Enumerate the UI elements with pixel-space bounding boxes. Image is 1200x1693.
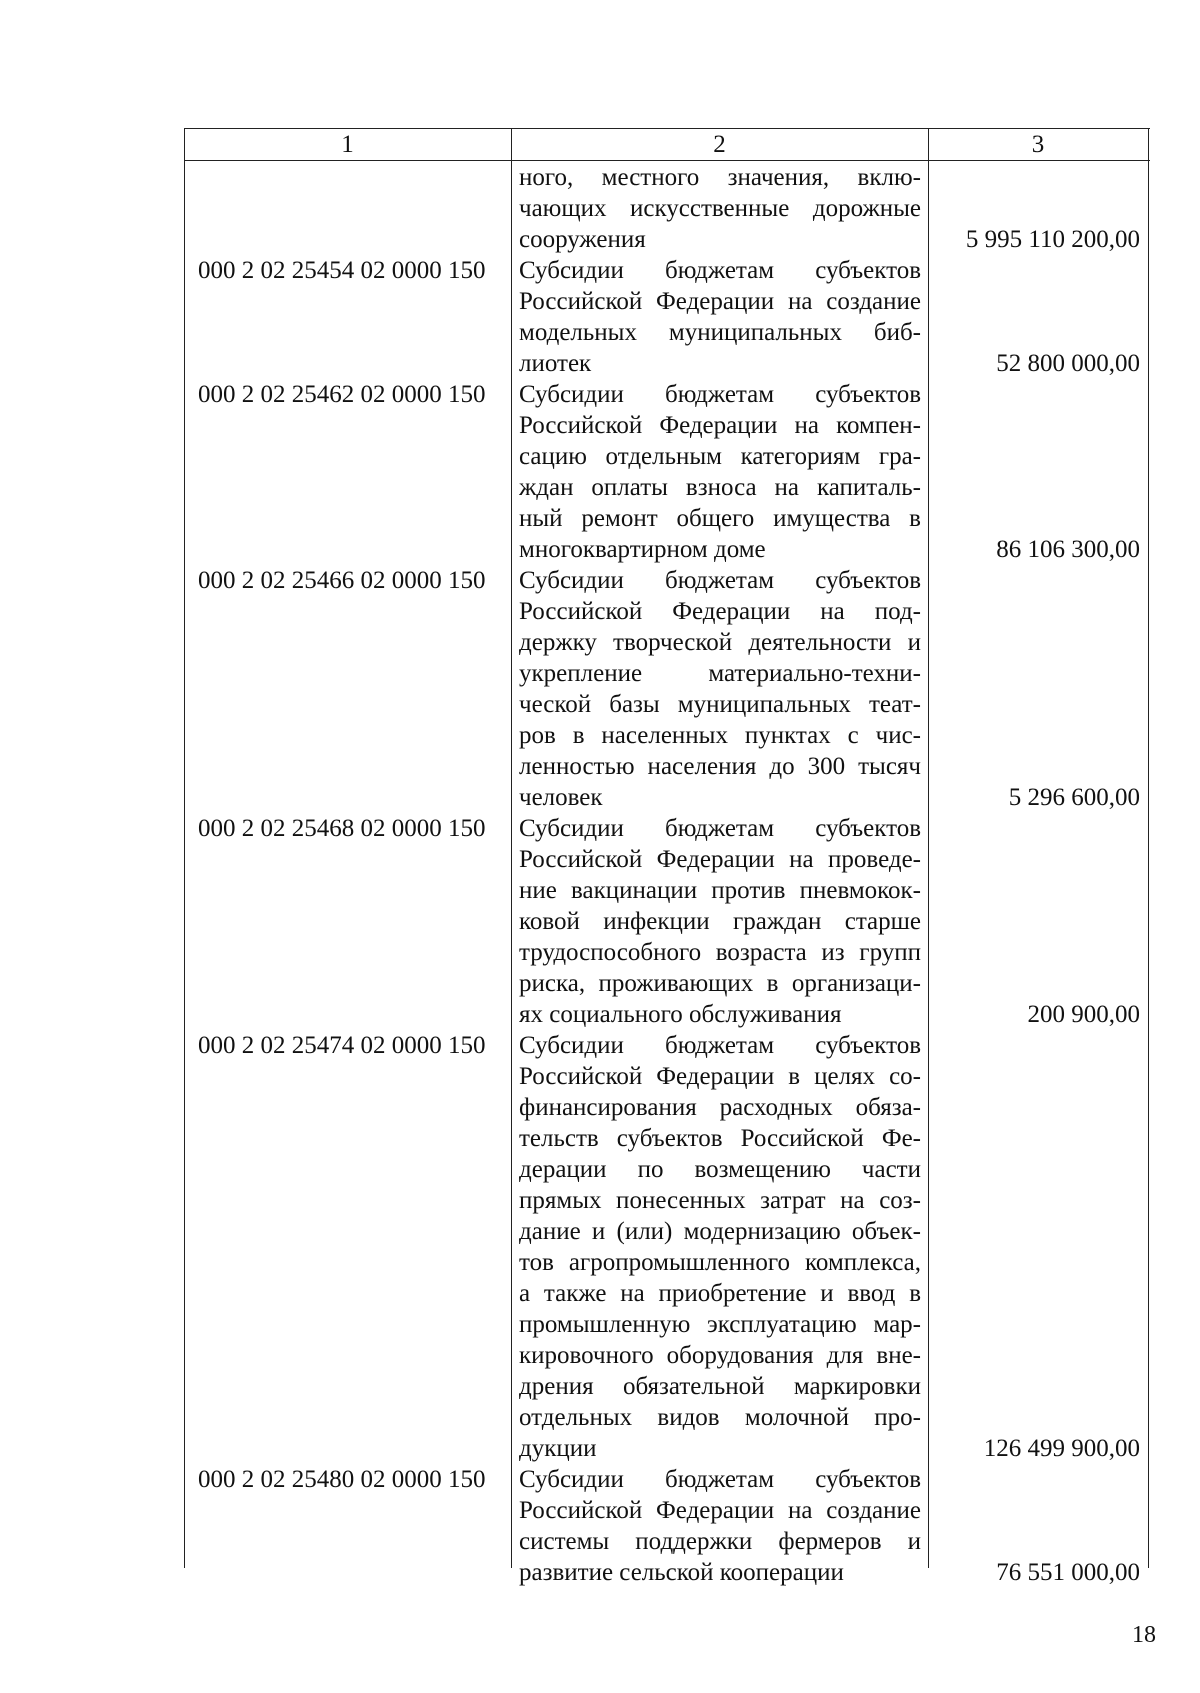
amount-value: 5 296 600,00 [1008,784,1140,811]
description-line: тельств субъектов Российской Фе- [519,1125,921,1152]
table-row [184,565,1148,813]
revenue-description [519,813,921,1030]
description-line: риска, проживающих в организаци- [519,970,921,997]
amount-value: 86 106 300,00 [996,536,1140,563]
description-line: дукции [519,1435,597,1462]
table-row [184,379,1148,565]
budget-table [184,128,1150,1586]
amount-value: 5 995 110 200,00 [965,226,1140,253]
table-row [184,813,1148,1030]
description-line: промышленную эксплуатацию мар- [519,1311,921,1338]
description-line: человек [519,784,603,811]
description-line: системы поддержки фермеров и [519,1528,921,1555]
description-line: Субсидии бюджетам субъектов [519,1032,921,1059]
description-line: Российской Федерации на создание [519,288,921,315]
description-line: трудоспособного возраста из групп [519,939,921,966]
description-line: модельных муниципальных биб- [519,319,921,346]
table-row [184,1464,1148,1588]
amount-value: 52 800 000,00 [996,350,1140,377]
description-line: тов агропромышленного комплекса, [519,1249,921,1276]
description-line: ческой базы муниципальных теат- [519,691,921,718]
revenue-description [519,1464,921,1588]
description-line: прямых понесенных затрат на соз- [519,1187,921,1214]
description-line: отдельных видов молочной про- [519,1404,921,1431]
column-header-2: 2 [713,131,726,158]
table-top-border [184,128,1150,129]
description-line: ного, местного значения, вклю- [519,164,921,191]
budget-code: 000 2 02 25454 02 0000 150 [198,257,486,284]
header-bottom-border [184,160,1150,161]
description-line: чающих искусственные дорожные [519,195,921,222]
budget-code: 000 2 02 25480 02 0000 150 [198,1466,486,1493]
table-right-border [1148,128,1149,1568]
description-line: финансирования расходных обяза- [519,1094,921,1121]
description-line: укрепление материально-техни- [519,660,921,687]
description-line: ях социального обслуживания [519,1001,842,1028]
description-line: Российской Федерации на создание [519,1497,921,1524]
revenue-description [519,565,921,813]
description-line: Субсидии бюджетам субъектов [519,381,921,408]
column-header-1: 1 [341,131,354,158]
description-line: дрения обязательной маркировки [519,1373,921,1400]
description-line: Российской Федерации на под- [519,598,921,625]
table-row [184,162,1148,255]
description-line: ждан оплаты взноса на капиталь- [519,474,921,501]
budget-code: 000 2 02 25474 02 0000 150 [198,1032,486,1059]
description-line: Российской Федерации в целях со- [519,1063,921,1090]
description-line: дание и (или) модернизацию объек- [519,1218,921,1245]
description-line: дерации по возмещению части [519,1156,921,1183]
revenue-description [519,379,921,565]
description-line: Субсидии бюджетам субъектов [519,1466,921,1493]
revenue-description [519,1030,921,1464]
column-header-3: 3 [1031,131,1045,158]
description-line: а также на приобретение и ввод в [519,1280,921,1307]
budget-code: 000 2 02 25466 02 0000 150 [198,567,486,594]
page-number: 18 [1132,1622,1156,1648]
amount-value: 76 551 000,00 [996,1559,1140,1586]
description-line: ковой инфекции граждан старше [519,908,921,935]
description-line: ров в населенных пунктах с чис- [519,722,921,749]
description-line: Субсидии бюджетам субъектов [519,567,921,594]
budget-code: 000 2 02 25462 02 0000 150 [198,381,486,408]
description-line: лиотек [519,350,592,377]
description-line: развитие сельской кооперации [519,1559,844,1586]
description-line: ный ремонт общего имущества в [519,505,921,532]
description-line: кировочного оборудования для вне- [519,1342,921,1369]
description-line: держку творческой деятельности и [519,629,921,656]
description-line: Субсидии бюджетам субъектов [519,815,921,842]
amount-value: 200 900,00 [1027,1001,1140,1028]
table-row [184,1030,1148,1464]
description-line: сооружения [519,226,646,253]
amount-value: 126 499 900,00 [983,1435,1140,1462]
description-line: ние вакцинации против пневмокок- [519,877,921,904]
revenue-description [519,162,921,255]
description-line: ленностью населения до 300 тысяч [519,753,921,780]
description-line: Российской Федерации на проведе- [519,846,921,873]
table-row [184,255,1148,379]
description-line: Российской Федерации на компен- [519,412,921,439]
revenue-description [519,255,921,379]
description-line: Субсидии бюджетам субъектов [519,257,921,284]
description-line: многоквартирном доме [519,536,766,563]
description-line: сацию отдельным категориям гра- [519,443,921,470]
budget-code: 000 2 02 25468 02 0000 150 [198,815,486,842]
